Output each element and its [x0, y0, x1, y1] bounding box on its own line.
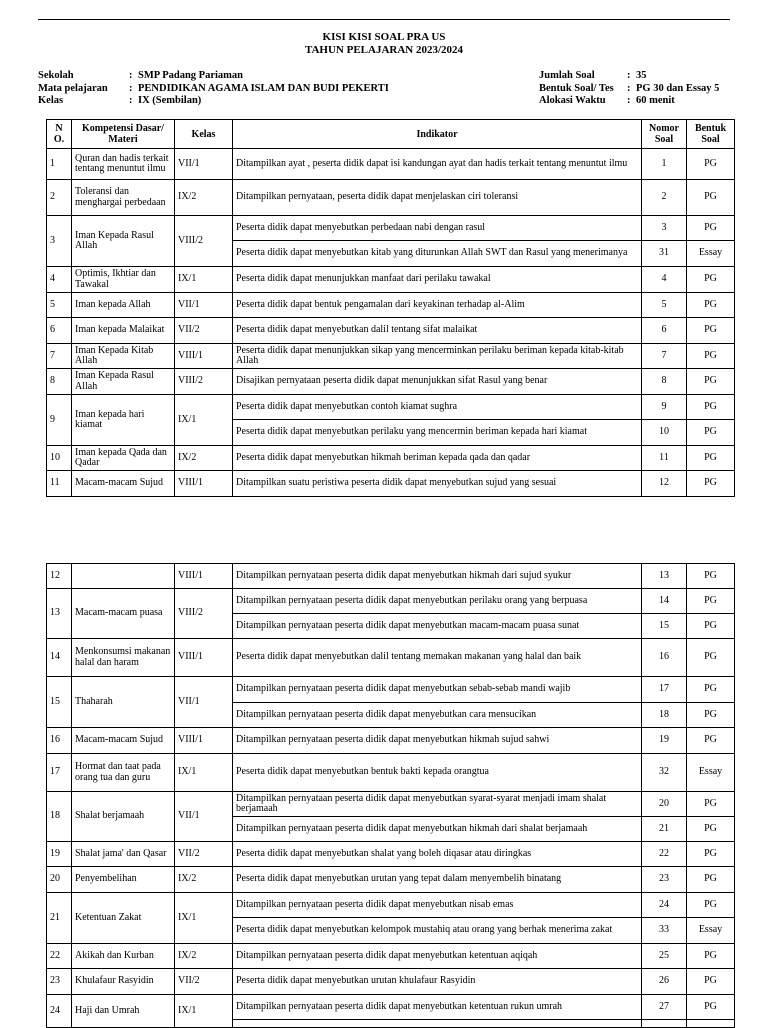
nomor-soal-cell: 32 [642, 754, 687, 792]
nomor-soal-cell: 14 [642, 589, 687, 614]
kelas-cell: VIII/1 [175, 564, 233, 589]
row-number: 10 [47, 446, 72, 471]
indikator-cell: Ditampilkan pernyataan peserta didik dapat menyebutkan cara mensucikan [233, 703, 642, 728]
nomor-soal-cell: 12 [642, 471, 687, 497]
header-kelas: Kelas [175, 120, 233, 149]
kelas-cell: VIII/1 [175, 728, 233, 754]
row-number: 12 [47, 564, 72, 589]
row-number: 15 [47, 677, 72, 728]
nomor-soal-cell: 31 [642, 241, 687, 267]
bentuk-soal-cell: PG [687, 817, 735, 842]
kelas-cell: IX/1 [175, 267, 233, 293]
nomor-soal-cell: 26 [642, 969, 687, 995]
row-number: 3 [47, 216, 72, 267]
nomor-soal-cell: 25 [642, 944, 687, 969]
kompetensi-cell: Iman Kepada Rasul Allah [72, 216, 175, 267]
kompetensi-cell: Iman kepada Qada dan Qadar [72, 446, 175, 471]
meta-colon: : [129, 70, 133, 81]
bentuk-soal-cell: PG [687, 293, 735, 318]
kompetensi-cell: Iman Kepada Rasul Allah [72, 369, 175, 395]
row-number: 7 [47, 344, 72, 369]
kompetensi-cell: Ketentuan Zakat [72, 893, 175, 944]
indikator-cell: Ditampilkan pernyataan peserta didik dapat menyebutkan ketentuan rukun umrah [233, 995, 642, 1020]
indikator-cell: Ditampilkan pernyataan peserta didik dapat menyebutkan nisab emas [233, 893, 642, 918]
indikator-cell: Ditampilkan pernyataan peserta didik dapat menyebutkan ketentuan aqiqah [233, 944, 642, 969]
table-row [47, 564, 735, 589]
bentuk-soal-cell: PG [687, 589, 735, 614]
nomor-soal-cell: 16 [642, 639, 687, 677]
bentuk-soal-cell: PG [687, 564, 735, 589]
nomor-soal-cell: 22 [642, 842, 687, 867]
nomor-soal-cell: 3 [642, 216, 687, 241]
bentuk-soal-cell: PG [687, 893, 735, 918]
nomor-soal-cell: 24 [642, 893, 687, 918]
nomor-soal-cell: 6 [642, 318, 687, 344]
row-number: 5 [47, 293, 72, 318]
meta-key: Kelas [38, 95, 64, 106]
row-number: 19 [47, 842, 72, 867]
indikator-cell: Ditampilkan pernyataan peserta didik dapat menyebutkan syarat-syarat menjadi imam shalat berjamaah [233, 792, 642, 817]
row-number: 17 [47, 754, 72, 792]
kelas-cell: VIII/2 [175, 589, 233, 639]
kelas-cell: IX/2 [175, 180, 233, 216]
table-row [47, 754, 735, 792]
nomor-soal-cell: 10 [642, 420, 687, 446]
header-indikator: Indikator [233, 120, 642, 149]
nomor-soal-cell: 21 [642, 817, 687, 842]
row-number: 14 [47, 639, 72, 677]
kelas-cell: VII/1 [175, 677, 233, 728]
meta-key: Sekolah [38, 70, 74, 81]
meta-colon: : [627, 82, 631, 94]
table-row [47, 589, 735, 614]
row-number: 16 [47, 728, 72, 754]
bentuk-soal-cell: PG [687, 420, 735, 446]
meta-right [539, 70, 719, 108]
nomor-soal-cell: 4 [642, 267, 687, 293]
kisi-table-page-2 [46, 563, 735, 1028]
nomor-soal-cell: 33 [642, 918, 687, 944]
bentuk-soal-cell: PG [687, 677, 735, 703]
meta-key: Mata pelajaran [38, 82, 108, 94]
indikator-cell: Ditampilkan pernyataan peserta didik dapat menyebutkan macam-macam puasa sunat [233, 614, 642, 639]
indikator-cell: Peserta didik dapat menyebutkan kitab yang diturunkan Allah SWT dan Rasul yang menerimanya [233, 241, 642, 267]
nomor-soal-cell: 8 [642, 369, 687, 395]
nomor-soal-cell: 15 [642, 614, 687, 639]
header-bentuk-soal: Bentuk Soal [687, 120, 735, 149]
table-row [47, 180, 735, 216]
meta-value: 35 [636, 70, 647, 81]
row-number: 4 [47, 267, 72, 293]
kelas-cell: VII/1 [175, 293, 233, 318]
nomor-soal-cell: 20 [642, 792, 687, 817]
meta-value: 60 menit [636, 95, 675, 106]
kelas-cell: VII/2 [175, 842, 233, 867]
kelas-cell: VII/1 [175, 149, 233, 180]
indikator-cell: Peserta didik dapat menyebutkan dalil tentang memakan makanan yang halal dan baik [233, 639, 642, 677]
indikator-cell: Peserta didik dapat menyebutkan hikmah beriman kepada qada dan qadar [233, 446, 642, 471]
header-kompetensi: Kompetensi Dasar/ Materi [72, 120, 175, 149]
nomor-soal-cell: 7 [642, 344, 687, 369]
bentuk-soal-cell: Essay [687, 754, 735, 792]
bentuk-soal-cell: PG [687, 867, 735, 893]
kompetensi-cell: Hormat dan taat pada orang tua dan guru [72, 754, 175, 792]
kompetensi-cell: Shalat berjamaah [72, 792, 175, 842]
kompetensi-cell: Iman kepada hari kiamat [72, 395, 175, 446]
table-row [47, 344, 735, 369]
kompetensi-cell: Quran dan hadis terkait tentang menuntut ilmu [72, 149, 175, 180]
bentuk-soal-cell: PG [687, 995, 735, 1020]
kelas-cell: VII/1 [175, 792, 233, 842]
indikator-cell: Peserta didik dapat menyebutkan urutan khulafaur Rasyidin [233, 969, 642, 995]
row-number: 22 [47, 944, 72, 969]
kelas-cell: IX/2 [175, 944, 233, 969]
row-number: 11 [47, 471, 72, 497]
table-row [47, 395, 735, 420]
kompetensi-cell: Optimis, Ikhtiar dan Tawakal [72, 267, 175, 293]
kelas-cell: IX/1 [175, 754, 233, 792]
bentuk-soal-cell: PG [687, 969, 735, 995]
table-row [47, 969, 735, 995]
row-number: 21 [47, 893, 72, 944]
nomor-soal-cell: 1 [642, 149, 687, 180]
kompetensi-cell: Thaharah [72, 677, 175, 728]
table-row [47, 944, 735, 969]
indikator-cell: Ditampilkan pernyataan peserta didik dapat menyebutkan sebab-sebab mandi wajib [233, 677, 642, 703]
top-rule [38, 19, 730, 20]
indikator-cell: Peserta didik dapat menyebutkan perilaku yang mencermin beriman kepada hari kiamat [233, 420, 642, 446]
table-row [47, 842, 735, 867]
bentuk-soal-cell: PG [687, 703, 735, 728]
meta-row [38, 83, 389, 96]
table-body [47, 149, 735, 497]
table-row [47, 369, 735, 395]
table-row [47, 267, 735, 293]
document-title [0, 31, 768, 57]
kompetensi-cell: Akikah dan Kurban [72, 944, 175, 969]
row-number: 2 [47, 180, 72, 216]
kompetensi-cell: Macam-macam Sujud [72, 728, 175, 754]
kelas-cell: IX/1 [175, 395, 233, 446]
header-no: N O. [47, 120, 72, 149]
title-line-2: TAHUN PELAJARAN 2023/2024 [304, 44, 464, 56]
meta-colon: : [627, 95, 631, 106]
nomor-soal-cell: 9 [642, 395, 687, 420]
kelas-cell: VIII/2 [175, 369, 233, 395]
meta-value: PG 30 dan Essay 5 [636, 82, 720, 94]
kompetensi-cell: Iman kepada Malaikat [72, 318, 175, 344]
kompetensi-cell: Macam-macam puasa [72, 589, 175, 639]
indikator-cell: Ditampilkan pernyataan peserta didik dapat menyebutkan hikmah dari shalat berjamaah [233, 817, 642, 842]
bentuk-soal-cell: PG [687, 446, 735, 471]
row-number: 8 [47, 369, 72, 395]
bentuk-soal-cell: PG [687, 318, 735, 344]
nomor-soal-cell: 23 [642, 867, 687, 893]
indikator-cell: Peserta didik dapat menyebutkan shalat yang boleh diqasar atau diringkas [233, 842, 642, 867]
table-row [47, 149, 735, 180]
bentuk-soal-cell: PG [687, 842, 735, 867]
indikator-cell: Peserta didik dapat menunjukkan sikap yang mencerminkan perilaku beriman kepada kitab-kitab Allah [233, 344, 642, 369]
bentuk-soal-cell: PG [687, 180, 735, 216]
table-header-row [47, 120, 735, 149]
indikator-cell: Peserta didik dapat menunjukkan manfaat dari perilaku tawakal [233, 267, 642, 293]
kelas-cell: IX/1 [175, 893, 233, 944]
row-number: 13 [47, 589, 72, 639]
indikator-cell: Ditampilkan pernyataan peserta didik dapat menyebutkan hikmah sujud sahwi [233, 728, 642, 754]
row-number: 6 [47, 318, 72, 344]
indikator-cell: Peserta didik dapat menyebutkan urutan yang tepat dalam menyembelih binatang [233, 867, 642, 893]
bentuk-soal-cell: PG [687, 792, 735, 817]
meta-row [38, 70, 389, 83]
meta-value: IX (Sembilan) [138, 95, 202, 106]
bentuk-soal-cell: PG [687, 614, 735, 639]
meta-key: Jumlah Soal [539, 70, 595, 81]
indikator-cell: Ditampilkan pernyataan peserta didik dapat menyebutkan perilaku orang yang berpuasa [233, 589, 642, 614]
meta-value: SMP Padang Pariaman [138, 70, 244, 81]
indikator-cell: Peserta didik dapat menyebutkan contoh kiamat sughra [233, 395, 642, 420]
kompetensi-cell: Macam-macam Sujud [72, 471, 175, 497]
nomor-soal-cell: 19 [642, 728, 687, 754]
nomor-soal-cell: 13 [642, 564, 687, 589]
bentuk-soal-cell: PG [687, 728, 735, 754]
kompetensi-cell [72, 564, 175, 589]
bentuk-soal-cell: PG [687, 216, 735, 241]
indikator-cell: Ditampilkan ayat , peserta didik dapat isi kandungan ayat dan hadis terkait tentang menuntut ilmu [233, 149, 642, 180]
table-row [47, 728, 735, 754]
meta-row [539, 83, 719, 96]
table-row [47, 792, 735, 817]
meta-colon: : [129, 95, 133, 106]
table-row [47, 867, 735, 893]
bentuk-soal-cell: PG [687, 149, 735, 180]
kelas-cell: IX/2 [175, 446, 233, 471]
nomor-soal-cell: 18 [642, 703, 687, 728]
indikator-cell: Ditampilkan pernyataan peserta didik dapat menyebutkan hikmah dari sujud syukur [233, 564, 642, 589]
kelas-cell: VIII/1 [175, 639, 233, 677]
indikator-cell: Peserta didik dapat menyebutkan dalil tentang sifat malaikat [233, 318, 642, 344]
table-row [47, 893, 735, 918]
kompetensi-cell: Shalat jama' dan Qasar [72, 842, 175, 867]
bentuk-soal-cell: Essay [687, 241, 735, 267]
table-row [47, 216, 735, 241]
meta-key: Bentuk Soal/ Tes [539, 82, 614, 94]
kompetensi-cell: Khulafaur Rasyidin [72, 969, 175, 995]
kompetensi-cell: Penyembelihan [72, 867, 175, 893]
table-body [47, 564, 735, 1028]
nomor-soal-cell: 5 [642, 293, 687, 318]
bentuk-soal-cell: Essay [687, 918, 735, 944]
meta-colon: : [129, 82, 133, 94]
kelas-cell: VIII/1 [175, 471, 233, 497]
indikator-cell: Peserta didik dapat menyebutkan kelompok mustahiq atau orang yang berhak menerima zakat [233, 918, 642, 944]
bentuk-soal-cell: PG [687, 944, 735, 969]
bentuk-soal-cell: PG [687, 395, 735, 420]
meta-row [539, 70, 719, 83]
title-line-1: KISI KISI SOAL PRA US [322, 31, 446, 43]
bentuk-soal-cell: PG [687, 639, 735, 677]
nomor-soal-cell: 11 [642, 446, 687, 471]
indikator-cell: Peserta didik dapat bentuk pengamalan dari keyakinan terhadap al-Alim [233, 293, 642, 318]
row-number: 23 [47, 969, 72, 995]
indikator-cell: Peserta didik dapat menyebutkan perbedaan nabi dengan rasul [233, 216, 642, 241]
meta-row [539, 95, 719, 108]
kompetensi-cell: Menkonsumsi makanan halal dan haram [72, 639, 175, 677]
kompetensi-cell: Haji dan Umrah [72, 995, 175, 1028]
table-row [47, 995, 735, 1020]
kompetensi-cell: Toleransi dan menghargai perbedaan [72, 180, 175, 216]
kelas-cell: IX/1 [175, 995, 233, 1028]
row-number: 24 [47, 995, 72, 1028]
meta-key: Alokasi Waktu [539, 95, 606, 106]
indikator-cell: Disajikan pernyataan peserta didik dapat menunjukkan sifat Rasul yang benar [233, 369, 642, 395]
meta-value: PENDIDIKAN AGAMA ISLAM DAN BUDI PEKERTI [138, 82, 389, 94]
table-row [47, 677, 735, 703]
row-number: 9 [47, 395, 72, 446]
indikator-cell: Peserta didik dapat menyebutkan bentuk bakti kepada orangtua [233, 754, 642, 792]
meta-left [38, 70, 389, 108]
table-row [47, 446, 735, 471]
kelas-cell: VIII/1 [175, 344, 233, 369]
kompetensi-cell: Iman kepada Allah [72, 293, 175, 318]
row-number: 18 [47, 792, 72, 842]
table-row [47, 293, 735, 318]
meta-colon: : [627, 70, 631, 81]
bentuk-soal-cell: PG [687, 344, 735, 369]
header-nomor-soal: Nomor Soal [642, 120, 687, 149]
nomor-soal-cell: 17 [642, 677, 687, 703]
kelas-cell: IX/2 [175, 867, 233, 893]
kelas-cell: VII/2 [175, 969, 233, 995]
bentuk-soal-cell: PG [687, 369, 735, 395]
row-number: 1 [47, 149, 72, 180]
kelas-cell: VIII/2 [175, 216, 233, 267]
table-row [47, 318, 735, 344]
table-row [47, 471, 735, 497]
kisi-table-page-1 [46, 119, 735, 497]
meta-row [38, 95, 389, 108]
indikator-cell: Ditampilkan pernyataan, peserta didik dapat menjelaskan ciri toleransi [233, 180, 642, 216]
bentuk-soal-cell: PG [687, 471, 735, 497]
table-row [47, 639, 735, 677]
nomor-soal-cell: 27 [642, 995, 687, 1020]
indikator-cell: Ditampilkan suatu peristiwa peserta didik dapat menyebutkan sujud yang sesuai [233, 471, 642, 497]
nomor-soal-cell: 2 [642, 180, 687, 216]
kelas-cell: VII/2 [175, 318, 233, 344]
row-number: 20 [47, 867, 72, 893]
bentuk-soal-cell: PG [687, 267, 735, 293]
kompetensi-cell: Iman Kepada Kitab Allah [72, 344, 175, 369]
